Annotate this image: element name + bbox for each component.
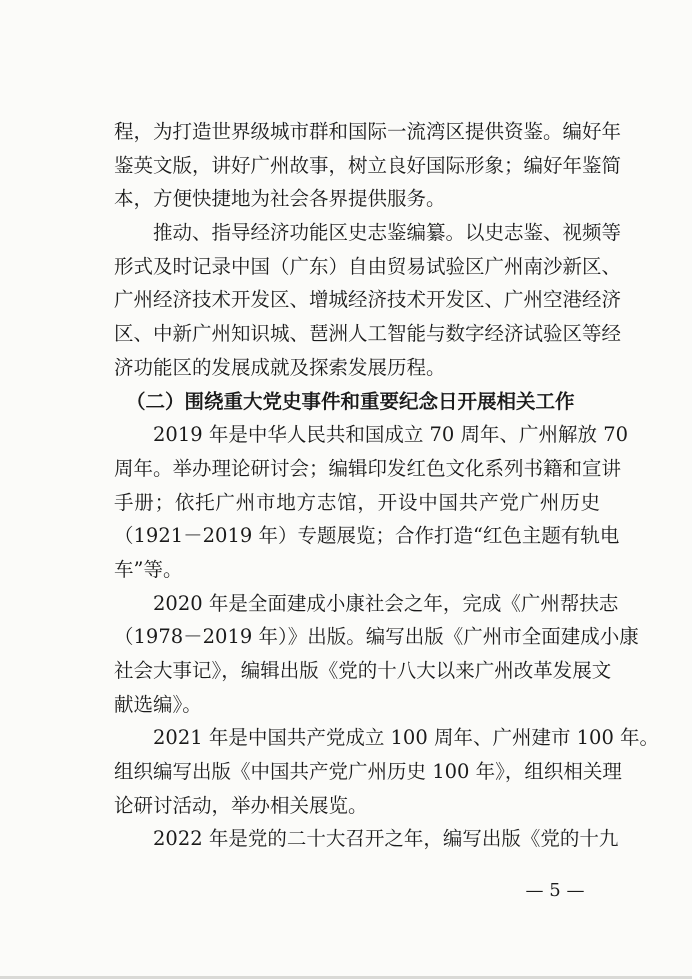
text-line: 区、中新广州知识城、琶洲人工智能与数字经济试验区等经 xyxy=(114,322,622,346)
text-line: （1978－2019 年）》出版。编写出版《广州市全面建成小康 xyxy=(114,625,639,649)
text-line: 形式及时记录中国（广东）自由贸易试验区广州南沙新区、 xyxy=(114,254,622,278)
page-number: — 5 — xyxy=(525,880,585,901)
text-line: 车”等。 xyxy=(114,557,183,581)
text-line: 周年。举办理论研讨会；编辑印发红色文化系列书籍和宣讲 xyxy=(114,456,622,480)
text-line: 手册；依托广州市地方志馆，开设中国共产党广州历史 xyxy=(114,490,600,514)
body-text xyxy=(114,115,660,856)
text-line: 2022 年是党的二十大召开之年，编写出版《党的十九 xyxy=(153,827,619,851)
text-line: 2021 年是中国共产党成立 100 周年、广州建市 100 年。 xyxy=(153,726,660,750)
text-line: 程，为打造世界级城市群和国际一流湾区提供资鉴。编好年 xyxy=(114,120,622,143)
text-line: 社会大事记》，编辑出版《党的十八大以来广州改革发展文 xyxy=(114,659,612,682)
text-line: （1921－2019 年）专题展览；合作打造“红色主题有轨电 xyxy=(114,524,620,548)
section-heading: （二）围绕重大党史事件和重要纪念日开展相关工作 xyxy=(126,389,575,413)
text-line: 2019 年是中华人民共和国成立 70 周年、广州解放 70 xyxy=(153,423,629,447)
text-line: 论研讨活动，举办相关展览。 xyxy=(114,793,368,817)
text-line: 鉴英文版，讲好广州故事，树立良好国际形象；编好年鉴简 xyxy=(114,153,622,177)
text-line: 广州经济技术开发区、增城经济技术开发区、广州空港经济 xyxy=(114,288,622,312)
text-line: 推动、指导经济功能区史志鉴编纂。以史志鉴、视频等 xyxy=(153,221,622,245)
text-line: 济功能区的发展成就及探索发展历程。 xyxy=(114,355,446,379)
text-line: 本，方便快捷地为社会各界提供服务。 xyxy=(114,187,446,211)
text-line: 组织编写出版《中国共产党广州历史 100 年》，组织相关理 xyxy=(114,760,622,784)
text-line: 2020 年是全面建成小康社会之年，完成《广州帮扶志 xyxy=(153,591,619,615)
text-line: 献选编》。 xyxy=(114,692,202,716)
